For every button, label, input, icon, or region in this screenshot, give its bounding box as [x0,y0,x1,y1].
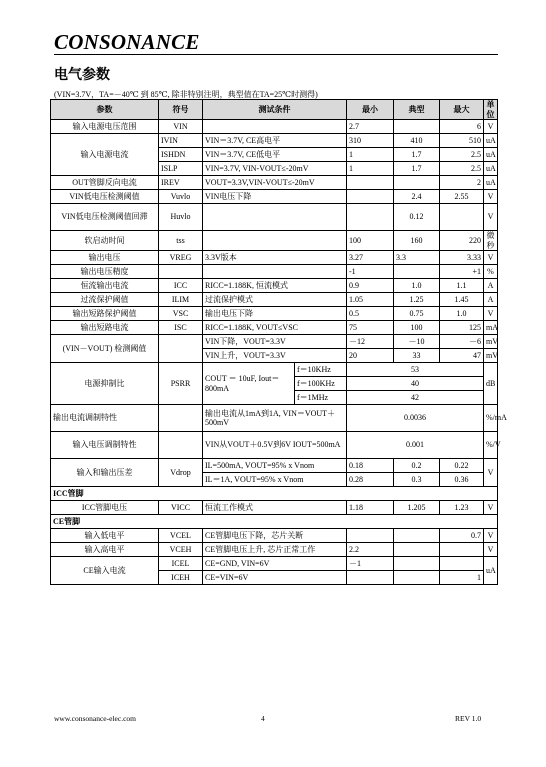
cell [440,557,484,571]
cell: tss [159,231,203,251]
table-row [51,432,498,459]
cell: uA [484,134,498,148]
cell: VSC [159,307,203,321]
cell [203,231,347,251]
cell: dB [484,363,498,405]
cell [440,204,484,231]
cell: －10 [394,335,440,349]
cell: %/V [484,432,498,459]
cell: 微秒 [484,231,498,251]
cell: VIN低电压检测阈值回滞 [51,204,159,231]
cell: 软启动时间 [51,231,159,251]
cell: 过流保护阈值 [51,293,159,307]
cell: V [484,251,498,265]
cell: 输出电压下降 [203,307,347,321]
header-cell: 最小 [347,100,394,120]
table-row [51,120,498,134]
cell: 1.0 [440,307,484,321]
cell [347,176,394,190]
cell: 510 [440,134,484,148]
cell: 0.75 [394,307,440,321]
cell: 输入低电平 [51,529,159,543]
cell: VIN低电压检测阈值 [51,190,159,204]
cell: VIN上升，VOUT=3.3V [203,349,347,363]
company-logo: CONSONANCE [54,30,200,54]
cell: 过流保护模式 [203,293,347,307]
cell: OUT管脚反向电流 [51,176,159,190]
cell [347,571,394,585]
cell: 3.27 [347,251,394,265]
header-cell: 最大 [440,100,484,120]
cell: 1.45 [440,293,484,307]
table-row [51,231,498,251]
cell: 2.5 [440,148,484,162]
cell: 2.4 [394,190,440,204]
cell: 输入和输出压差 [51,459,159,487]
cell: CE管脚 [51,515,498,529]
table-row [51,251,498,265]
cell: VIN＝3.7V, CE低电平 [203,148,347,162]
cell: －6 [440,335,484,349]
cell: VIN [159,120,203,134]
cell: 1.205 [394,501,440,515]
cell: 1.05 [347,293,394,307]
table-row [51,459,498,473]
cell: 2 [440,176,484,190]
cell [347,529,394,543]
cell: Vdrop [159,459,203,487]
cell [347,204,394,231]
cell: A [484,279,498,293]
cell: ILIM [159,293,203,307]
cell: f＝1MHz [295,391,347,405]
cell: 2.55 [440,190,484,204]
cell: 1 [347,148,394,162]
table-row [51,363,498,377]
header-cell: 单位 [484,100,498,120]
cell: 1.7 [394,148,440,162]
cell: (VIN－VOUT) 检测阈值 [51,335,159,363]
header-cell: 符号 [159,100,203,120]
table-row [51,265,498,279]
cell: －12 [347,335,394,349]
table-row [51,557,498,571]
cell: ISLP [159,162,203,176]
cell: 输出电压精度 [51,265,159,279]
cell: Vuvlo [159,190,203,204]
cell: +1 [440,265,484,279]
cell: A [484,293,498,307]
cell: 310 [347,134,394,148]
cell: 输入电源电流 [51,134,159,176]
cell: 输入高电平 [51,543,159,557]
cell: mA [484,321,498,335]
cell: 160 [394,231,440,251]
cell: PSRR [159,363,203,405]
cell: VOUT=3.3V,VIN-VOUT≤-20mV [203,176,347,190]
cell: 0.36 [440,473,484,487]
cell: CE管脚电压上升, 芯片正常工作 [203,543,347,557]
header-cell: 参数 [51,100,159,120]
cell: 输出电流从1mA到1A, VIN＝VOUT＋500mV [203,405,347,432]
cell: 1.0 [394,279,440,293]
footer-page-number: 4 [261,714,265,723]
electrical-parameters-table [50,99,507,585]
cell: f＝100KHz [295,377,347,391]
cell: mV [484,349,498,363]
cell: V [484,501,498,515]
cell: ISHDN [159,148,203,162]
cell: uA [484,162,498,176]
cell: 1.1 [440,279,484,293]
table-row [51,134,498,148]
cell: VCEH [159,543,203,557]
cell: uA [484,148,498,162]
cell: 2.5 [440,162,484,176]
cell [203,120,347,134]
table-row [51,321,498,335]
cell: 0.2 [394,459,440,473]
footer-website: www.consonance-elec.com [54,714,136,723]
cell [203,265,347,279]
cell: VIN＝3.7V, CE高电平 [203,134,347,148]
cell: 输入电源电压范围 [51,120,159,134]
cell [159,405,203,432]
cell: IVIN [159,134,203,148]
cell: CE输入电流 [51,557,159,585]
table-header-row [51,100,498,120]
cell: VIN从VOUT＋0.5V到6V IOUT=500mA [203,432,347,459]
cell [394,176,440,190]
cell: 0.0036 [347,405,484,432]
cell: 0.22 [440,459,484,473]
cell: 0.28 [347,473,394,487]
cell: VREG [159,251,203,265]
cell: 42 [347,391,484,405]
cell: 75 [347,321,394,335]
cell: CE=GND, VIN=6V [203,557,347,571]
table-row [51,529,498,543]
cell: 输出短路保护阈值 [51,307,159,321]
cell: 33 [394,349,440,363]
cell [394,571,440,585]
table-row [51,293,498,307]
cell: V [484,190,498,204]
group-row-icc [51,487,498,501]
cell: 1.7 [394,162,440,176]
cell: ICEH [159,571,203,585]
table-row [51,405,498,432]
cell: 40 [347,377,484,391]
cell: 恒流工作模式 [203,501,347,515]
cell: VIN电压下降 [203,190,347,204]
cell: 0.001 [347,432,484,459]
cell: 0.9 [347,279,394,293]
table-row [51,204,498,231]
table-row [51,190,498,204]
table-row [51,307,498,321]
cell: % [484,265,498,279]
cell [159,432,203,459]
table-row [51,335,498,349]
cell: ICEL [159,557,203,571]
cell: 1.23 [440,501,484,515]
cell: 1.18 [347,501,394,515]
cell: ISC [159,321,203,335]
cell: 220 [440,231,484,251]
cell: VIN=3.7V, VIN-VOUT≤-20mV [203,162,347,176]
cell: 0.7 [440,529,484,543]
cell: RICC=1.188K, VOUT≤VSC [203,321,347,335]
cell: V [484,459,498,487]
cell: uA [484,557,498,585]
cell: RICC=1.188K, 恒流模式 [203,279,347,293]
cell: V [484,204,498,231]
cell [347,190,394,204]
section-title: 电气参数 [54,68,110,83]
header-rule [54,54,498,55]
table-row [51,501,498,515]
cell: 1 [347,162,394,176]
cell: 0.12 [394,204,440,231]
cell: 恒流输出电流 [51,279,159,293]
cell: 53 [347,363,484,377]
cell: 100 [394,321,440,335]
cell: ICC [159,279,203,293]
cell: 0.3 [394,473,440,487]
cell [394,557,440,571]
cell: IL＝1A, VOUT=95% x Vnom [203,473,347,487]
cell: 3.33 [440,251,484,265]
header-cell: 测试条件 [203,100,347,120]
header-cell: 典型 [394,100,440,120]
cell: uA [484,176,498,190]
footer-revision: REV 1.0 [455,714,482,723]
cell: 3.3V版本 [203,251,347,265]
cell: 125 [440,321,484,335]
cell: VICC [159,501,203,515]
cell: V [484,307,498,321]
cell [394,529,440,543]
cell: 输出电流调制特性 [51,405,159,432]
test-conditions: (VIN=3.7V，TA=－40℃ 到 85℃, 除非特别注明，典型值在TA=25℃时测得) [54,90,318,99]
cell: 2.7 [347,120,394,134]
cell: VIN下降，VOUT=3.3V [203,335,347,349]
cell: 3.3 [394,251,440,265]
cell: 1.25 [394,293,440,307]
cell: mV [484,335,498,349]
cell: V [484,120,498,134]
cell [203,204,347,231]
cell: 20 [347,349,394,363]
cell: 输入电压调制特性 [51,432,159,459]
cell: 0.18 [347,459,394,473]
cell: VCEL [159,529,203,543]
cell: 电源抑制比 [51,363,159,405]
cell: IL=500mA, VOUT=95% x Vnom [203,459,347,473]
cell: %/mA [484,405,498,432]
cell: CE管脚电压下降，芯片关断 [203,529,347,543]
cell: -1 [347,265,394,279]
group-row-ce [51,515,498,529]
cell: f＝10KHz [295,363,347,377]
table-row [51,176,498,190]
cell: 47 [440,349,484,363]
cell: 100 [347,231,394,251]
cell: COUT ＝ 10uF, Iout＝800mA [203,363,295,405]
cell [159,335,203,363]
cell: 0.5 [347,307,394,321]
cell: 410 [394,134,440,148]
cell [394,543,440,557]
cell: Huvlo [159,204,203,231]
cell: 输出电压 [51,251,159,265]
cell: 输出短路电流 [51,321,159,335]
cell [159,265,203,279]
cell: IREV [159,176,203,190]
cell: 1 [440,571,484,585]
cell: ICC管脚 [51,487,498,501]
cell [394,265,440,279]
cell: ICC管脚电压 [51,501,159,515]
cell [440,543,484,557]
table-row [51,543,498,557]
cell [394,120,440,134]
cell: 6 [440,120,484,134]
table-row [51,279,498,293]
cell: －1 [347,557,394,571]
cell: 2.2 [347,543,394,557]
cell: V [484,543,498,557]
cell: CE=VIN=6V [203,571,347,585]
cell: V [484,529,498,543]
